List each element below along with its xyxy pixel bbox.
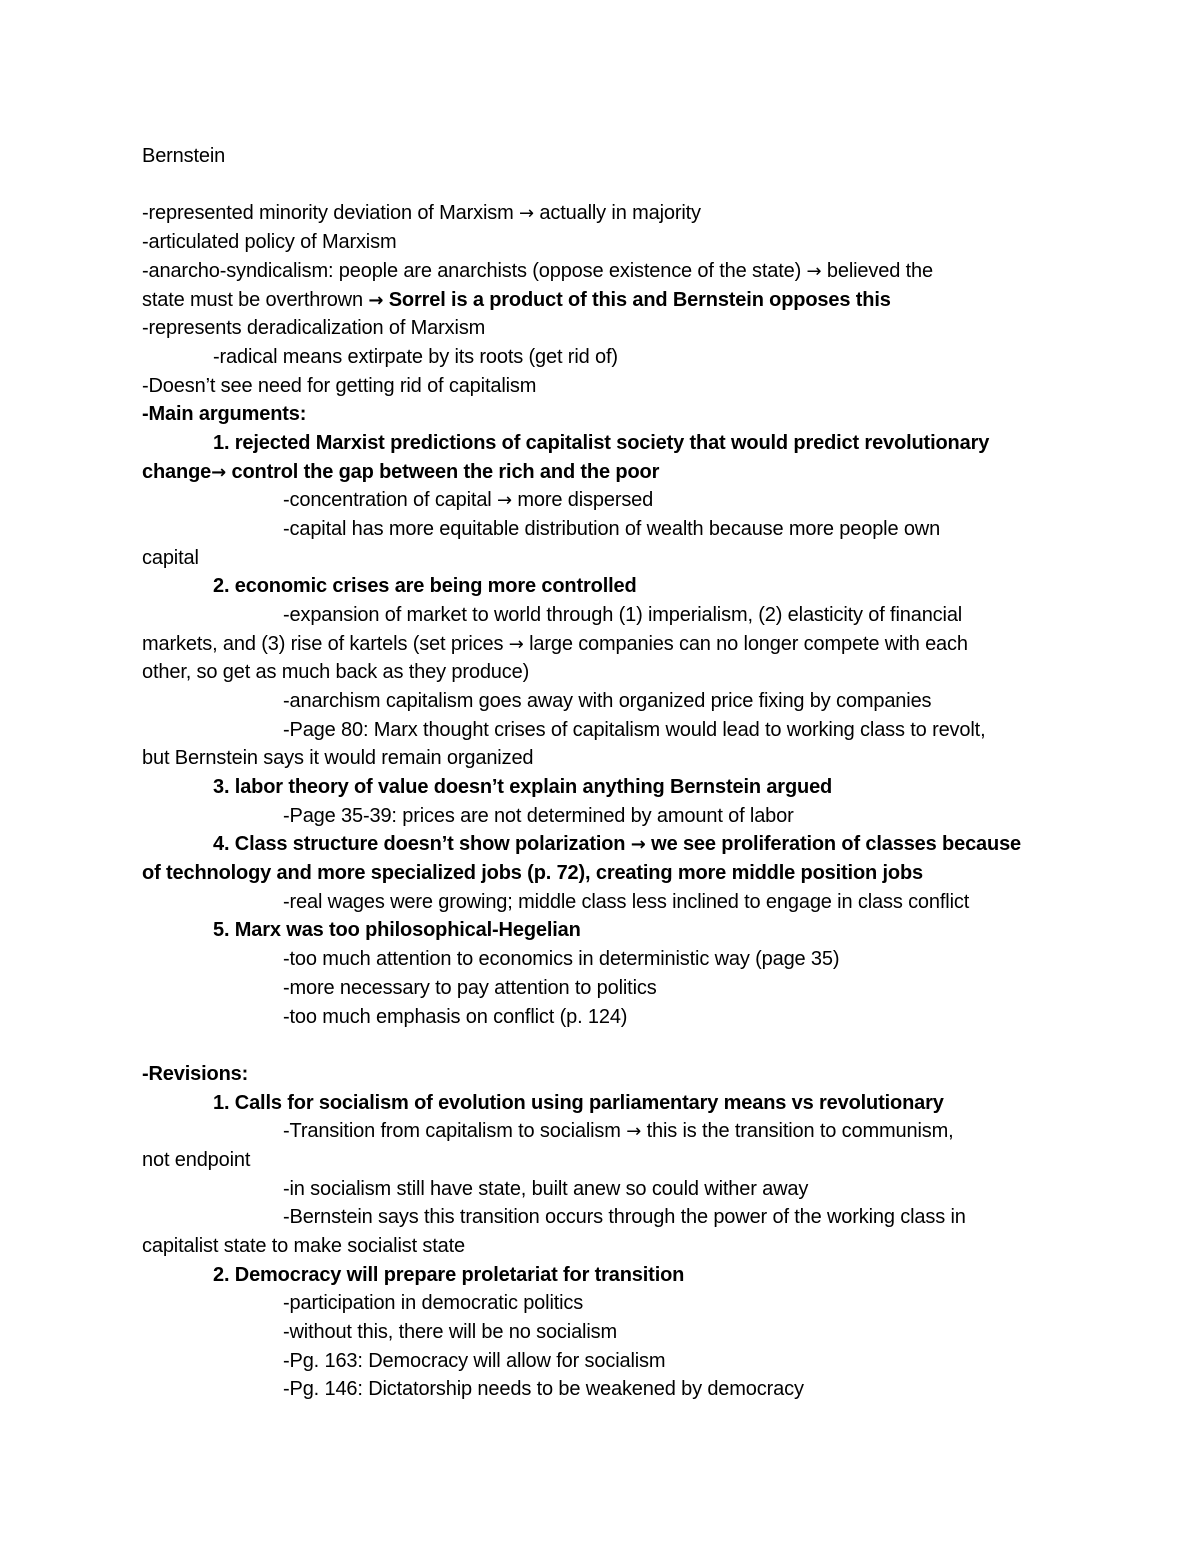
text-line: -without this, there will be no socialism [283,1321,617,1343]
argument-item: 3. labor theory of value doesn’t explain anything Bernstein argued [213,776,833,798]
argument-item: 1. rejected Marxist predictions of capitalist society that would predict revolutionary [213,432,990,454]
text-line: -represents deradicalization of Marxism [142,317,486,339]
text-line: -Transition from capitalism to socialism → this is the transition to communism, [283,1120,954,1142]
right-arrow-icon: → [806,261,822,282]
text-line: -participation in democratic politics [283,1292,584,1314]
section-heading: -Main arguments: [142,403,307,425]
text-line: -Bernstein says this transition occurs through the power of the working class in [283,1206,966,1228]
argument-item: of technology and more specialized jobs (p. 72), creating more middle position jobs [142,862,924,884]
right-arrow-icon: → [626,1121,642,1142]
revision-item: 1. Calls for socialism of evolution using parliamentary means vs revolutionary [213,1092,944,1114]
text-line: -real wages were growing; middle class less inclined to engage in class conflict [283,891,970,913]
text-line: -in socialism still have state, built anew so could wither away [283,1178,809,1200]
right-arrow-icon: → [519,203,534,224]
text-line: -expansion of market to world through (1) imperialism, (2) elasticity of financial [283,604,963,626]
text-line: -concentration of capital → more dispersed [283,489,654,511]
text-line: -represented minority deviation of Marxism → actually in majority [142,202,701,224]
revision-item: 2. Democracy will prepare proletariat for transition [213,1264,685,1286]
page-title: Bernstein [142,145,226,167]
text-line: -more necessary to pay attention to politics [283,977,657,999]
text-line: other, so get as much back as they produce) [142,661,530,683]
text-line: -articulated policy of Marxism [142,231,397,253]
text-line: -too much attention to economics in deterministic way (page 35) [283,948,840,970]
argument-item: 4. Class structure doesn’t show polarization → we see proliferation of classes because [213,833,1022,855]
right-arrow-icon: → [368,290,384,311]
argument-item: change→ control the gap between the rich and the poor [142,461,660,483]
right-arrow-icon: → [630,834,646,855]
text-line: -capital has more equitable distribution of wealth because more people own [283,518,941,540]
text-line: -Doesn’t see need for getting rid of capitalism [142,375,537,397]
text-line: -Pg. 146: Dictatorship needs to be weakened by democracy [283,1378,804,1400]
right-arrow-icon: → [211,462,227,483]
text-line: markets, and (3) rise of kartels (set prices → large companies can no longer compete with each [142,633,968,655]
argument-item: 2. economic crises are being more controlled [213,575,637,597]
text-line: -anarcho-syndicalism: people are anarchists (oppose existence of the state) → believed the [142,260,933,282]
argument-item: 5. Marx was too philosophical-Hegelian [213,919,581,941]
text-line: but Bernstein says it would remain organized [142,747,534,769]
text-line: capitalist state to make socialist state [142,1235,466,1257]
text-line: capital [142,547,199,569]
right-arrow-icon: → [508,634,524,655]
text-line: -Page 35-39: prices are not determined by amount of labor [283,805,794,827]
text-line: state must be overthrown → Sorrel is a product of this and Bernstein opposes this [142,289,891,311]
text-line: -too much emphasis on conflict (p. 124) [283,1006,628,1028]
text-line: -Page 80: Marx thought crises of capitalism would lead to working class to revolt, [283,719,986,741]
text-line: -anarchism capitalism goes away with organized price fixing by companies [283,690,932,712]
text-line: -radical means extirpate by its roots (get rid of) [213,346,618,368]
section-heading: -Revisions: [142,1063,249,1085]
text-line: -Pg. 163: Democracy will allow for socialism [283,1350,666,1372]
right-arrow-icon: → [497,490,512,511]
text-line: not endpoint [142,1149,251,1171]
